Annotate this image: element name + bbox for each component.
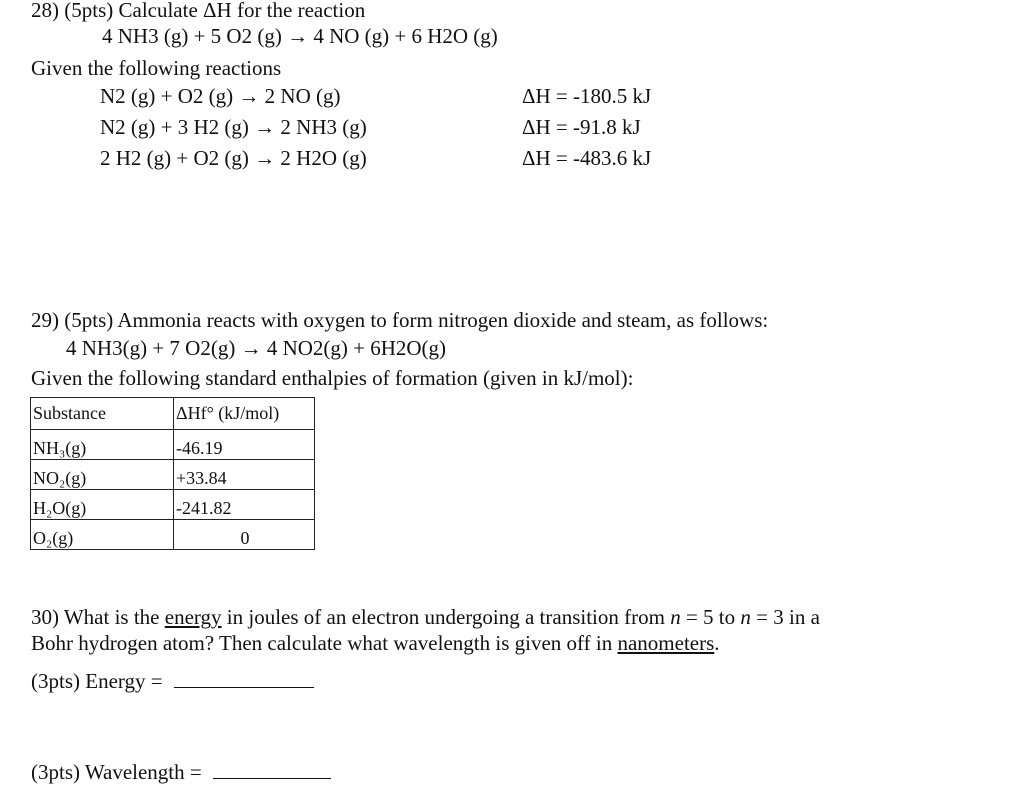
question-30-line-1 xyxy=(31,605,820,629)
question-28-given-label: Given the following reactions xyxy=(31,56,282,80)
q30-n-final-symbol: n xyxy=(740,605,751,629)
q30-text: . xyxy=(714,631,720,655)
q30-text: = 5 to xyxy=(680,605,741,629)
enthalpy-table xyxy=(30,397,315,550)
given-reaction-1-enthalpy: ΔH = -180.5 kJ xyxy=(522,84,652,108)
table-header-substance: Substance xyxy=(31,398,174,430)
wavelength-label: (3pts) Wavelength = xyxy=(31,760,207,784)
table-row xyxy=(31,430,315,460)
table-cell-enthalpy: +33.84 xyxy=(174,460,315,490)
table-cell-substance: H₂O(g) xyxy=(31,490,174,520)
question-29-equation: 4 NH3(g) + 7 O2(g) → 4 NO2(g) + 6H2O(g) xyxy=(66,336,447,360)
given-reaction-1: N2 (g) + O2 (g) → 2 NO (g) xyxy=(100,84,341,108)
table-row xyxy=(31,490,315,520)
energy-answer-row xyxy=(31,669,314,693)
given-reaction-2-enthalpy: ΔH = -91.8 kJ xyxy=(522,115,641,139)
energy-answer-blank[interactable] xyxy=(174,669,314,688)
table-cell-enthalpy: 0 xyxy=(174,520,315,550)
given-reaction-2: N2 (g) + 3 H2 (g) → 2 NH3 (g) xyxy=(100,115,367,139)
question-29-given-label: Given the following standard enthalpies of formation (given in kJ/mol): xyxy=(31,366,634,390)
table-cell-substance: NH₃(g) xyxy=(31,430,174,460)
wavelength-answer-blank[interactable] xyxy=(213,760,331,779)
table-row xyxy=(31,460,315,490)
q30-text: Bohr hydrogen atom? Then calculate what wavelength is given off in xyxy=(31,631,618,655)
given-reaction-3: 2 H2 (g) + O2 (g) → 2 H2O (g) xyxy=(100,146,367,170)
wavelength-answer-row xyxy=(31,760,331,784)
table-header-row xyxy=(31,398,315,430)
table-cell-substance: NO₂(g) xyxy=(31,460,174,490)
table-cell-substance: O₂(g) xyxy=(31,520,174,550)
q30-energy-underlined: energy xyxy=(164,605,222,629)
question-29-title: 29) (5pts) Ammonia reacts with oxygen to form nitrogen dioxide and steam, as follows: xyxy=(31,308,769,332)
table-row xyxy=(31,520,315,550)
question-30-line-2 xyxy=(31,631,720,655)
table-header-enthalpy: ΔHf° (kJ/mol) xyxy=(174,398,315,430)
table-cell-enthalpy: -46.19 xyxy=(174,430,315,460)
question-28-title: 28) (5pts) Calculate ΔH for the reaction xyxy=(31,0,366,22)
q30-n-initial-symbol: n xyxy=(670,605,681,629)
table-cell-enthalpy: -241.82 xyxy=(174,490,315,520)
q30-nanometers-underlined: nanometers xyxy=(617,631,715,655)
q30-text: in joules of an electron undergoing a transition from xyxy=(221,605,671,629)
q30-text: 30) What is the xyxy=(31,605,165,629)
q30-text: = 3 in a xyxy=(750,605,820,629)
energy-label: (3pts) Energy = xyxy=(31,669,168,693)
given-reaction-3-enthalpy: ΔH = -483.6 kJ xyxy=(522,146,652,170)
question-28-target-equation: 4 NH3 (g) + 5 O2 (g) → 4 NO (g) + 6 H2O (g) xyxy=(102,24,498,48)
